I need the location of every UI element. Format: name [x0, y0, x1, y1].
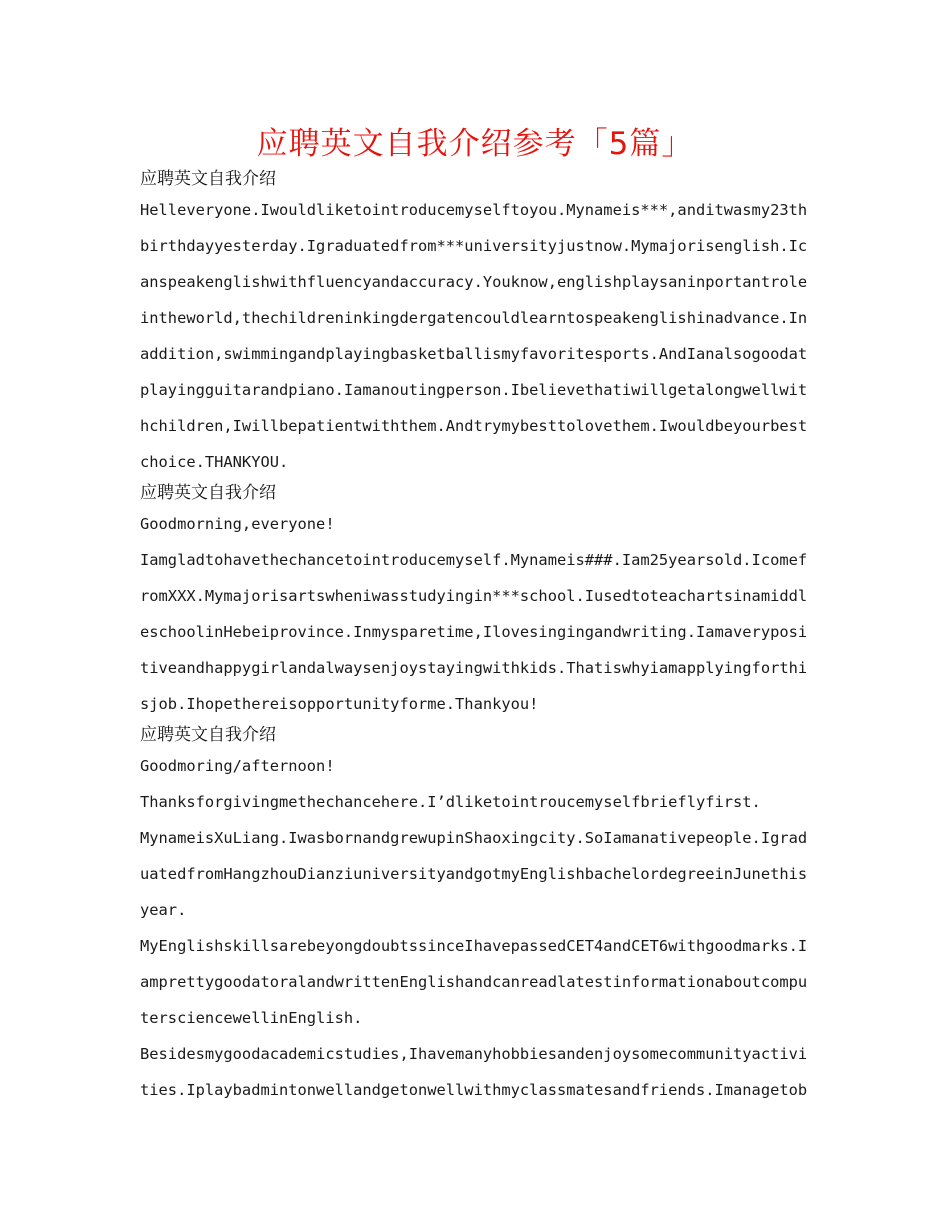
body-paragraph: MynameisXuLiang.IwasbornandgrewupinShaoxingcity.SoIamanativepeople.IgraduatedfromHangzhouDianziuniversityandgotmyEnglishbachelordegreeinJunethisyear.	[140, 829, 808, 919]
body-paragraph: Goodmoring/afternoon!	[140, 757, 335, 775]
section-heading: 应聘英文自我介绍	[140, 725, 276, 745]
body-paragraph: Goodmorning,everyone!	[140, 515, 335, 533]
body-paragraph: Thanksforgivingmethechancehere.I’dliketointroucemyselfbrieflyfirst.	[140, 793, 761, 811]
document-title: 应聘英文自我介绍参考「5篇」	[256, 126, 694, 162]
body-paragraph: MyEnglishskillsarebeyongdoubtssinceIhavepassedCET4andCET6withgoodmarks.IamprettygoodatoralandwrittenEnglishandcanreadlatestinformationaboutcomputersciencewellinEnglish.	[140, 937, 808, 1027]
body-paragraph: Helleveryone.Iwouldliketointroducemyselftoyou.Mynameis***,anditwasmy23thbirthdayyesterday.Igraduatedfrom***universityjustnow.Mymajorisenglish.Icanspeakenglishwithfluencyandaccuracy.Youknow,englishplaysaninportantroleintheworld,thechildreninkingdergatencouldlearntospeakenglishinadvance.Inaddition,swimmingandplayingbasketballismyfavoritesports.AndIanalsogoodatplayingguitarandpiano.Iamanoutingperson.Ibelievethatiwillgetalongwellwithchildren,Iwillbepatientwiththem.Andtrymybesttolovethem.Iwouldbeyourbestchoice.THANKYOU.	[140, 201, 808, 471]
section-heading: 应聘英文自我介绍	[140, 169, 276, 189]
body-paragraph: Besidesmygoodacademicstudies,Ihavemanyhobbiesandenjoysomecommunityactivities.Iplaybadmintonwellandgetonwellwithmyclassmatesandfriends.Imanagetob	[140, 1045, 808, 1099]
document-body	[140, 166, 812, 1108]
section-heading: 应聘英文自我介绍	[140, 483, 276, 503]
body-paragraph: Iamgladtohavethechancetointroducemyself.Mynameis###.Iam25yearsold.IcomefromXXX.Mymajorisartswheniwasstudyingin***school.IusedtoteachartsinamiddleschoolinHebeiprovince.Inmysparetime,Ilovesingingandwriting.Iamaverypositiveandhappygirlandalwaysenjoystayingwithkids.Thatiswhyiamapplyingforthisjob.Ihopethereisopportunityforme.Thankyou!	[140, 551, 808, 713]
